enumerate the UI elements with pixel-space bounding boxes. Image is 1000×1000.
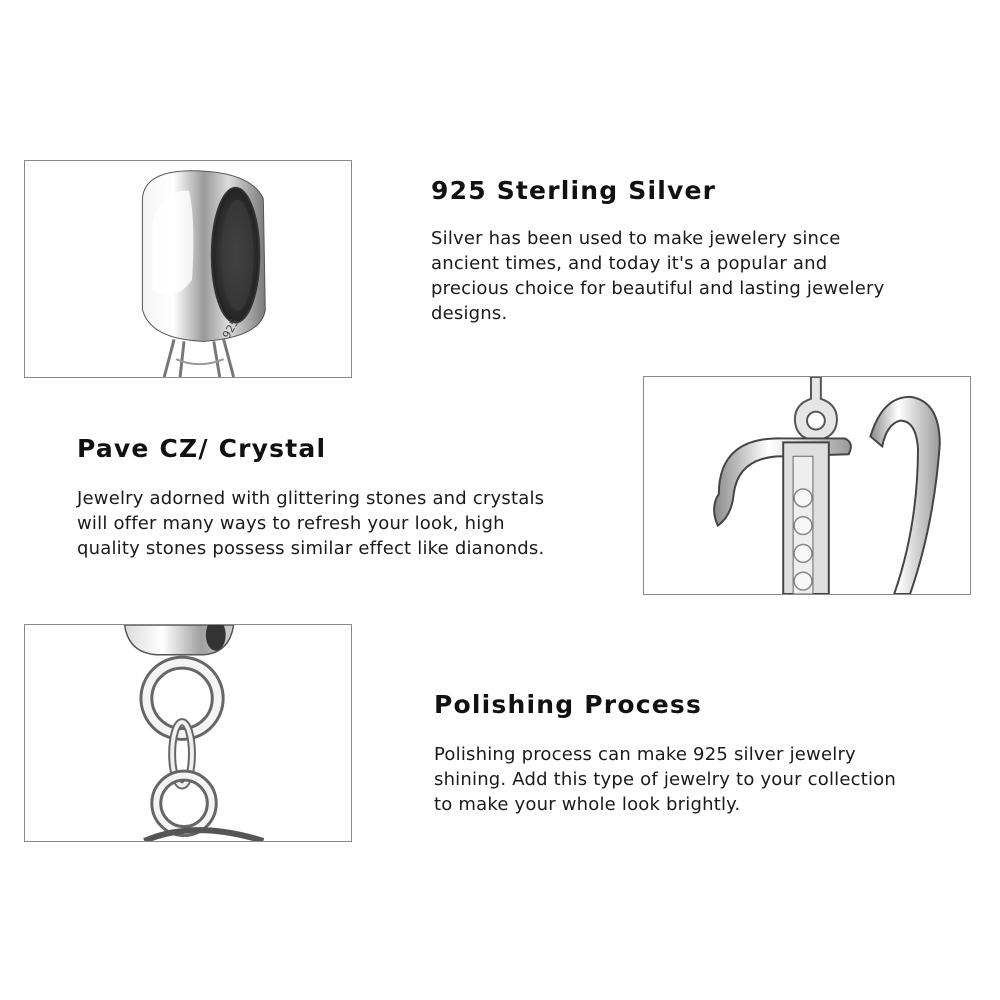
description-line: quality stones possess similar effect like dianonds. (77, 538, 545, 559)
polishing-photo (24, 624, 352, 842)
description-line: shining. Add this type of jewelry to your collection (434, 769, 897, 790)
feature-description (431, 226, 951, 326)
description-line: to make your whole look brightly. (434, 794, 741, 815)
silver-bead-photo (24, 160, 352, 378)
silver-bead-illustration (25, 161, 351, 377)
hallmark-925: 925 (219, 316, 242, 341)
feature-pave-crystal (77, 434, 617, 561)
feature-title: Polishing Process (434, 690, 703, 719)
feature-polishing-process (434, 690, 974, 817)
description-line: Silver has been used to make jewelery since (431, 228, 841, 249)
chain-links-illustration (25, 625, 351, 841)
description-line: will offer many ways to refresh your look, high (77, 513, 505, 534)
description-line: ancient times, and today it's a popular and (431, 253, 828, 274)
description-line: Jewelry adorned with glittering stones and crystals (77, 488, 545, 509)
pave-crystal-photo (643, 376, 971, 595)
description-line: Polishing process can make 925 silver jewelry (434, 744, 856, 765)
feature-sterling-silver (431, 176, 951, 326)
letter-charm-illustration (644, 377, 970, 594)
description-line: precious choice for beautiful and lasting jewelery (431, 278, 885, 299)
feature-description (77, 486, 617, 561)
description-line: designs. (431, 303, 508, 324)
feature-title: 925 Sterling Silver (431, 176, 717, 205)
feature-description (434, 742, 974, 817)
feature-title: Pave CZ/ Crystal (77, 434, 327, 463)
